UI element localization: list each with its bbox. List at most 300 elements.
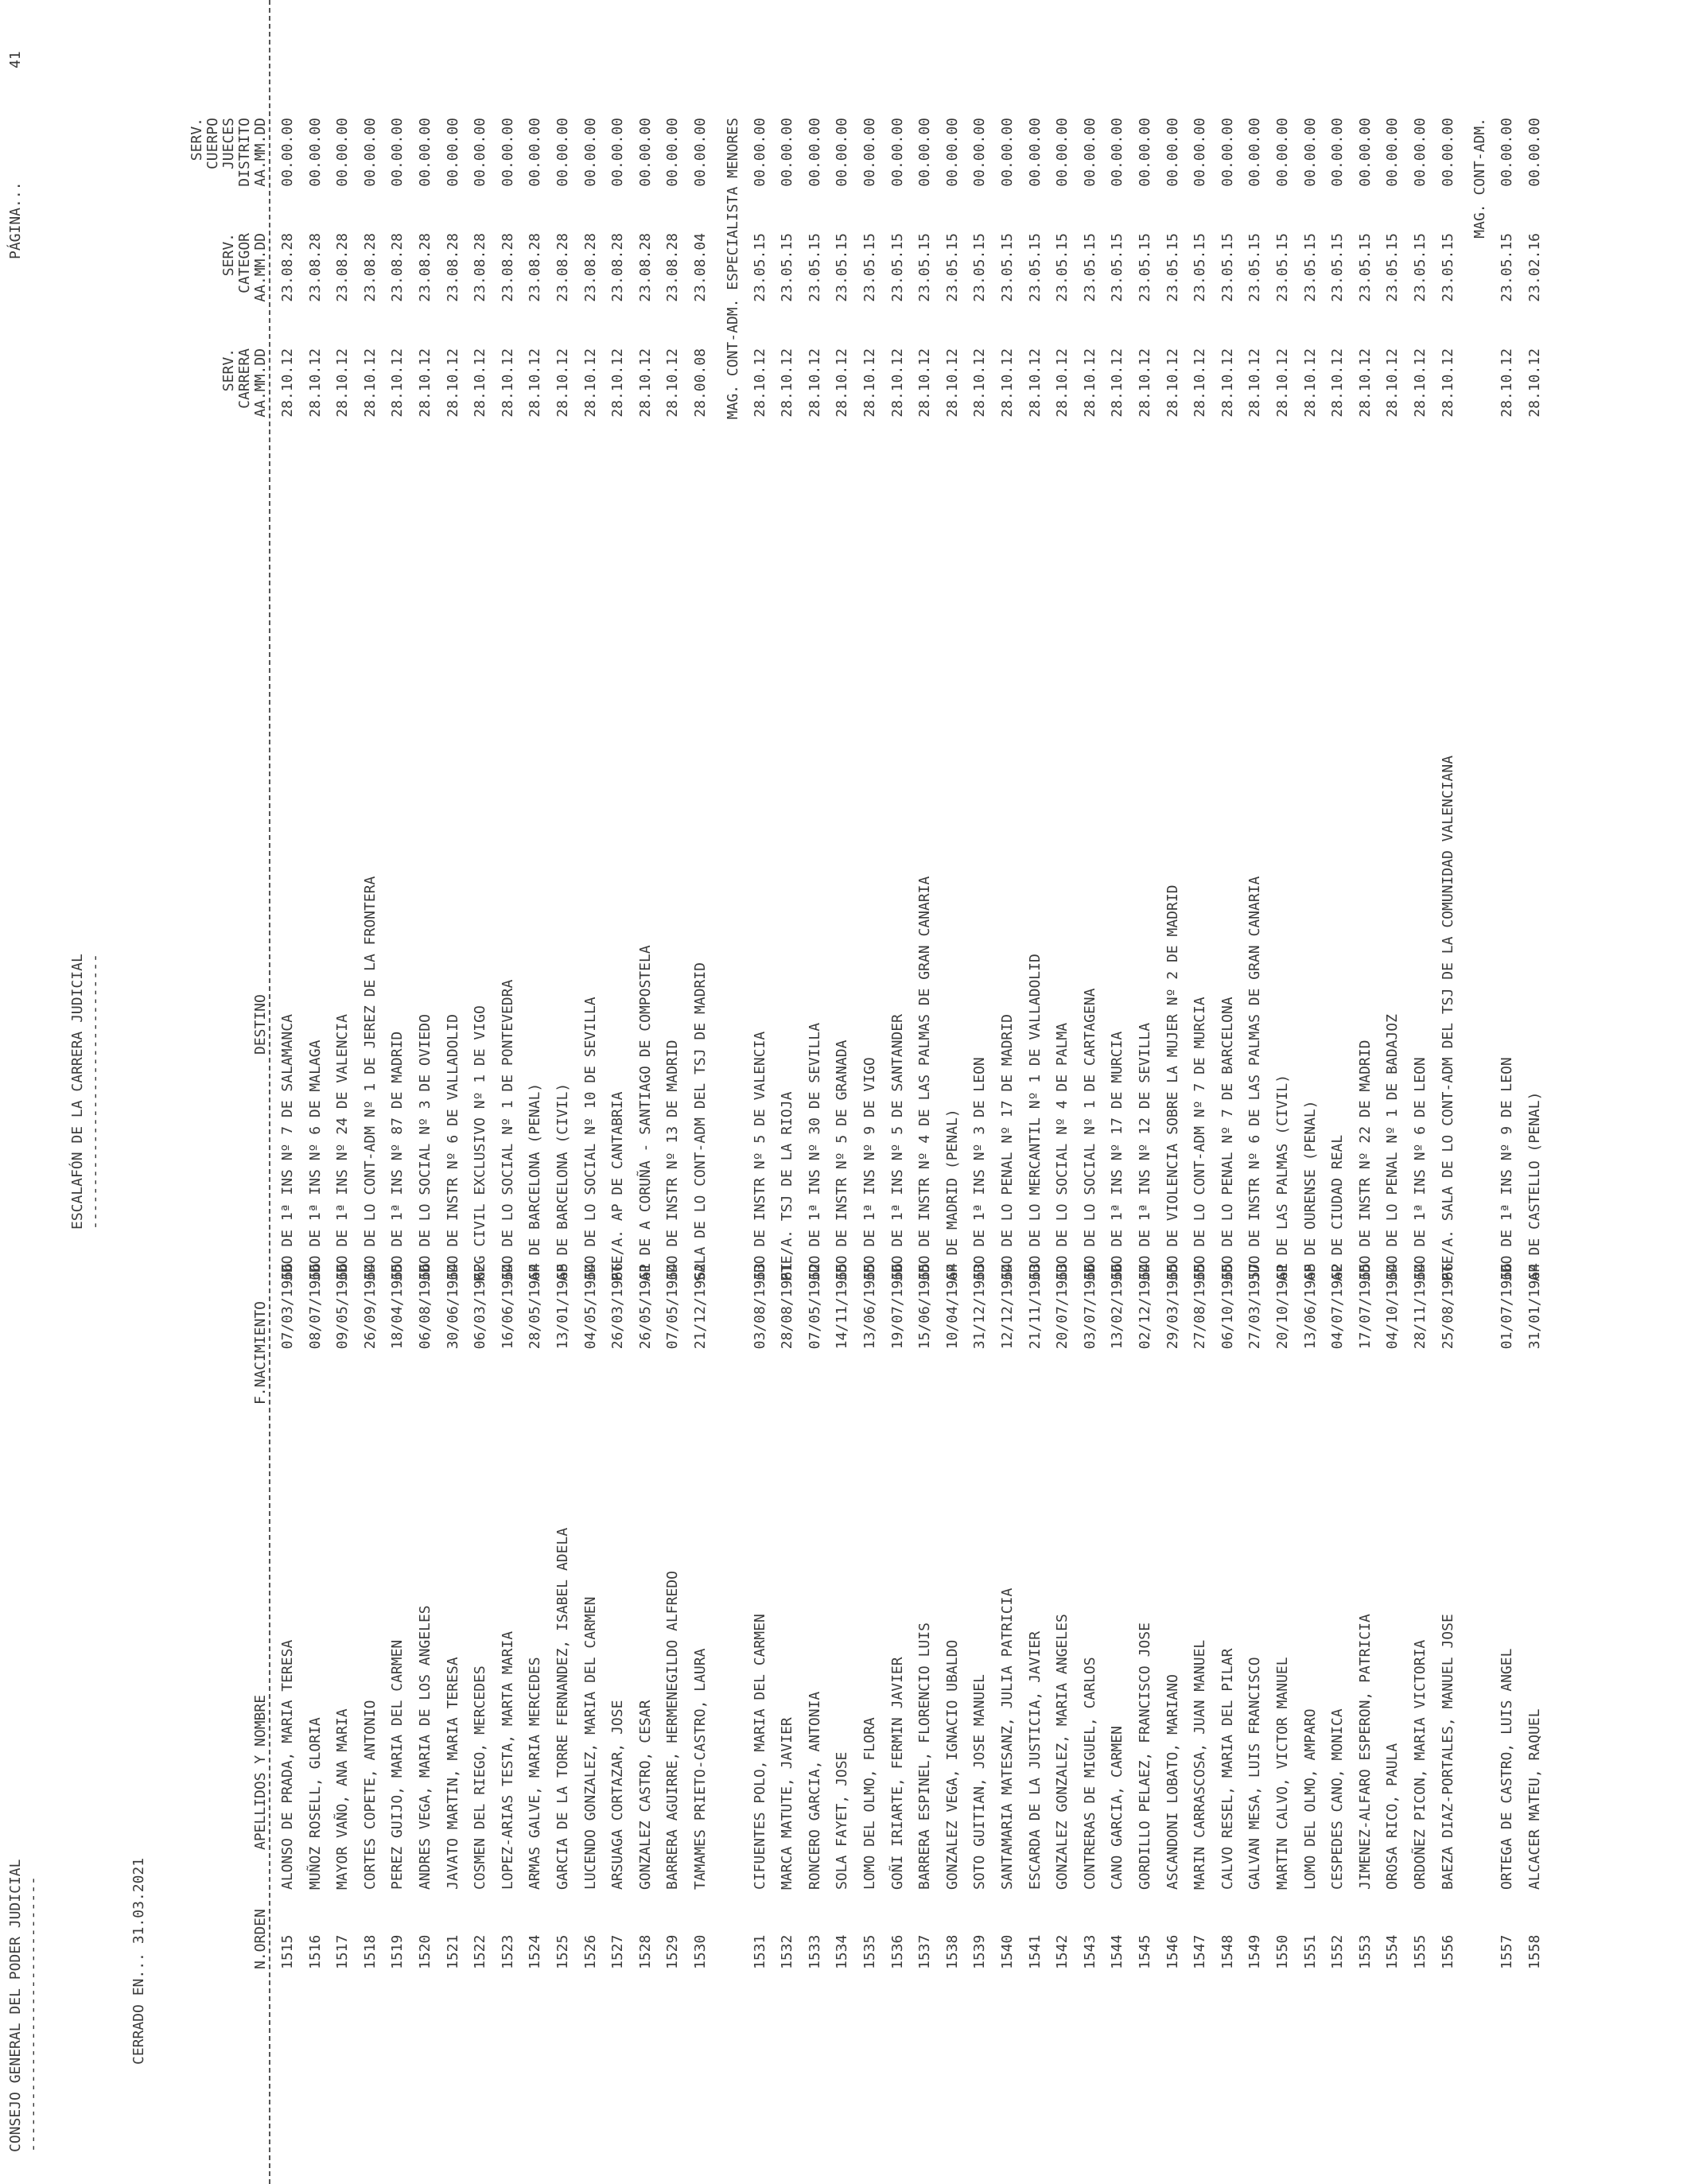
row-serv-carrera: 28.10.12 (1109, 348, 1126, 418)
row-name: ARSUAGA CORTAZAR, JOSE (609, 1700, 627, 1890)
row-orden: 1515 (279, 1934, 296, 1969)
row-birth: 02/12/1964 (1137, 1263, 1153, 1350)
row-serv-carrera: 28.10.12 (334, 348, 352, 418)
row-serv-categoria: 23.05.15 (751, 233, 768, 302)
row-serv-distrito: 00.00.00 (581, 118, 599, 187)
row-serv-categoria: 23.08.28 (609, 233, 627, 302)
row-serv-carrera: 28.10.12 (1081, 348, 1098, 418)
row-destino: JDO DE 1ª INS Nº 12 DE SEVILLA (1137, 1022, 1153, 1281)
row-serv-carrera: 28.10.12 (916, 348, 934, 418)
row-birth: 14/11/1965 (834, 1263, 851, 1350)
row-serv-categoria: 23.05.15 (943, 233, 961, 302)
row-birth: 10/04/1964 (943, 1263, 961, 1350)
row-orden: 1550 (1274, 1934, 1291, 1969)
row-birth: 26/09/1964 (361, 1263, 379, 1350)
row-orden: 1536 (888, 1934, 906, 1969)
row-serv-carrera: 28.10.12 (971, 348, 989, 418)
row-serv-distrito: 00.00.00 (527, 118, 544, 187)
row-destino: AP DE OURENSE (PENAL) (1301, 1100, 1319, 1281)
page-label: PÁGINA... (7, 181, 24, 259)
row-birth: 15/06/1965 (916, 1263, 934, 1350)
row-orden: 1549 (1246, 1934, 1264, 1969)
col-header-categoria: CATEGOR (236, 233, 253, 293)
row-serv-categoria: 23.08.28 (664, 233, 682, 302)
row-serv-distrito: 00.00.00 (999, 118, 1016, 187)
row-birth: 01/07/1966 (1499, 1263, 1516, 1350)
row-destino: JDO DE 1ª INS Nº 9 DE LEON (1499, 1057, 1516, 1281)
row-serv-carrera: 28.10.12 (417, 348, 433, 418)
row-destino: AP DE CASTELLO (PENAL) (1526, 1091, 1543, 1281)
row-name: MUÑOZ ROSELL, GLORIA (306, 1717, 324, 1890)
row-serv-categoria: 23.05.15 (888, 233, 906, 302)
row-orden: 1516 (306, 1934, 324, 1969)
row-serv-categoria: 23.05.15 (1109, 233, 1126, 302)
row-serv-categoria: 23.05.15 (916, 233, 934, 302)
row-name: MAYOR VAÑO, ANA MARIA (334, 1708, 352, 1890)
row-serv-carrera: 28.10.12 (499, 348, 516, 418)
row-birth: 07/05/1964 (664, 1263, 682, 1350)
row-birth: 13/02/1966 (1109, 1263, 1126, 1350)
row-serv-distrito: 00.00.00 (499, 118, 516, 187)
row-serv-carrera: 28.10.12 (1384, 348, 1401, 418)
row-serv-distrito: 00.00.00 (1384, 118, 1401, 187)
col-header-distrito: AA.MM.DD (252, 118, 269, 187)
row-serv-distrito: 00.00.00 (779, 118, 796, 187)
row-name: ALCACER MATEU, RAQUEL (1526, 1708, 1543, 1890)
row-serv-categoria: 23.02.16 (1526, 233, 1543, 302)
row-serv-distrito: 00.00.00 (1026, 118, 1044, 187)
row-name: RONCERO GARCIA, ANTONIA (806, 1691, 823, 1890)
row-name: GARCIA DE LA TORRE FERNANDEZ, ISABEL ADELA (554, 1527, 571, 1890)
row-serv-carrera: 28.10.12 (834, 348, 851, 418)
row-birth: 21/11/1963 (1026, 1263, 1044, 1350)
col-header-categoria: SERV. (220, 233, 237, 277)
row-orden: 1533 (806, 1934, 823, 1969)
row-name: ARMAS GALVE, MARIA MERCEDES (527, 1657, 544, 1890)
row-destino: JDO DE LO PENAL Nº 17 DE MADRID (999, 1014, 1016, 1281)
row-serv-categoria: 23.05.15 (1329, 233, 1347, 302)
row-destino: PTE/A. AP DE CANTABRIA (609, 1091, 627, 1281)
row-orden: 1541 (1026, 1934, 1044, 1969)
row-name: GALVAN MESA, LUIS FRANCISCO (1246, 1657, 1264, 1890)
col-header-carrera: AA.MM.DD (252, 348, 269, 418)
row-destino: AP DE LAS PALMAS (CIVIL) (1274, 1074, 1291, 1281)
row-serv-carrera: 28.10.12 (361, 348, 379, 418)
row-destino: JDO DE 1ª INS Nº 87 DE MADRID (389, 1031, 406, 1281)
row-destino: JDO DE 1ª INS Nº 3 DE LEON (971, 1057, 989, 1281)
row-orden: 1556 (1439, 1934, 1456, 1969)
row-orden: 1527 (609, 1934, 627, 1969)
row-serv-categoria: 23.08.28 (306, 233, 324, 302)
row-birth: 25/08/1966 (1439, 1263, 1456, 1350)
row-serv-categoria: 23.08.28 (527, 233, 544, 302)
row-orden: 1524 (527, 1934, 544, 1969)
row-name: MARTIN CALVO, VICTOR MANUEL (1274, 1657, 1291, 1890)
row-serv-categoria: 23.05.15 (1384, 233, 1401, 302)
row-destino: AP DE CIUDAD REAL (1329, 1134, 1347, 1281)
row-birth: 04/10/1964 (1384, 1263, 1401, 1350)
row-serv-carrera: 28.10.12 (1054, 348, 1071, 418)
row-destino: JDO DE 1ª INS Nº 30 DE SEVILLA (806, 1022, 823, 1281)
row-serv-carrera: 28.10.12 (751, 348, 768, 418)
col-header-carrera: SERV. (220, 348, 237, 392)
row-birth: 29/03/1965 (1164, 1263, 1181, 1350)
row-birth: 26/05/1961 (636, 1263, 654, 1350)
row-name: SOTO GUITIAN, JOSE MANUEL (971, 1674, 989, 1890)
row-name: COSMEN DEL RIEGO, MERCEDES (472, 1665, 489, 1890)
row-serv-carrera: 28.10.12 (943, 348, 961, 418)
row-orden: 1521 (444, 1934, 461, 1969)
row-serv-carrera: 28.10.12 (779, 348, 796, 418)
row-serv-distrito: 00.00.00 (444, 118, 461, 187)
row-orden: 1534 (834, 1934, 851, 1969)
row-name: LOMO DEL OLMO, AMPARO (1301, 1708, 1319, 1890)
col-header-distrito: JUECES (220, 118, 237, 170)
row-destino: JDO DE INSTR Nº 6 DE LAS PALMAS DE GRAN CANARIA (1246, 876, 1264, 1281)
row-serv-distrito: 00.00.00 (692, 118, 709, 187)
row-serv-categoria: 23.08.28 (334, 233, 352, 302)
row-birth: 31/01/1964 (1526, 1263, 1543, 1350)
row-serv-carrera: 28.10.12 (389, 348, 406, 418)
row-name: GONZALEZ VEGA, IGNACIO UBALDO (943, 1639, 961, 1890)
row-serv-distrito: 00.00.00 (888, 118, 906, 187)
row-orden: 1538 (943, 1934, 961, 1969)
row-destino: JDO DE 1ª INS Nº 17 DE MURCIA (1109, 1031, 1126, 1281)
row-destino: JDO DE INSTR Nº 6 DE VALLADOLID (444, 1014, 461, 1281)
row-destino: JDO DE LO SOCIAL Nº 4 DE PALMA (1054, 1022, 1071, 1281)
row-orden: 1543 (1081, 1934, 1098, 1969)
row-serv-carrera: 28.10.12 (1191, 348, 1209, 418)
row-serv-categoria: 23.05.15 (1246, 233, 1264, 302)
row-serv-distrito: 00.00.00 (1054, 118, 1071, 187)
row-birth: 06/10/1965 (1219, 1263, 1236, 1350)
title-underline: -------------------------------- (87, 954, 103, 1230)
org-name: CONSEJO GENERAL DEL PODER JUDICIAL (7, 1859, 24, 2152)
row-serv-distrito: 00.00.00 (971, 118, 989, 187)
col-header-birth: F.NACIMIENTO (252, 1301, 269, 1405)
row-serv-distrito: 00.00.00 (279, 118, 296, 187)
row-orden: 1537 (916, 1934, 934, 1969)
row-birth: 06/03/1962 (472, 1263, 489, 1350)
row-birth: 06/08/1966 (417, 1263, 433, 1350)
row-serv-categoria: 23.08.28 (417, 233, 433, 302)
header-divider (269, 0, 270, 2184)
row-name: ORDOÑEZ PICON, MARIA VICTORIA (1412, 1639, 1429, 1890)
row-serv-categoria: 23.08.28 (499, 233, 516, 302)
row-serv-distrito: 00.00.00 (1329, 118, 1347, 187)
row-birth: 04/07/1962 (1329, 1263, 1347, 1350)
row-birth: 08/07/1966 (306, 1263, 324, 1350)
closed-date: CERRADO EN... 31.03.2021 (130, 1857, 147, 2065)
row-orden: 1519 (389, 1934, 406, 1969)
row-name: MARCA MATUTE, JAVIER (779, 1717, 796, 1890)
row-serv-carrera: 28.10.12 (1499, 348, 1516, 418)
row-destino: JDO DE INSTR Nº 13 DE MADRID (664, 1040, 682, 1281)
row-serv-distrito: 00.00.00 (1412, 118, 1429, 187)
row-serv-distrito: 00.00.00 (1499, 118, 1516, 187)
row-destino: JDO DE INSTR Nº 5 DE VALENCIA (751, 1031, 768, 1281)
row-serv-distrito: 00.00.00 (1109, 118, 1126, 187)
row-birth: 13/06/1965 (861, 1263, 878, 1350)
row-name: LUCENDO GONZALEZ, MARIA DEL CARMEN (581, 1596, 599, 1890)
row-name: JIMENEZ-ALFARO ESPERON, PATRICIA (1356, 1614, 1374, 1890)
row-name: LOPEZ-ARIAS TESTA, MARTA MARIA (499, 1630, 516, 1890)
row-orden: 1531 (751, 1934, 768, 1969)
row-orden: 1518 (361, 1934, 379, 1969)
row-serv-carrera: 28.10.12 (472, 348, 489, 418)
row-birth: 13/06/1965 (1301, 1263, 1319, 1350)
row-orden: 1558 (1526, 1934, 1543, 1969)
row-serv-distrito: 00.00.00 (1219, 118, 1236, 187)
row-serv-distrito: 00.00.00 (943, 118, 961, 187)
row-name: CIFUENTES POLO, MARIA DEL CARMEN (751, 1614, 768, 1890)
row-destino: JDO DE 1ª INS Nº 6 DE MALAGA (306, 1040, 324, 1281)
row-serv-carrera: 28.10.12 (581, 348, 599, 418)
row-destino: JDO DE LO SOCIAL Nº 1 DE PONTEVEDRA (499, 979, 516, 1281)
row-serv-categoria: 23.05.15 (1137, 233, 1153, 302)
row-birth: 09/05/1966 (334, 1263, 352, 1350)
row-orden: 1551 (1301, 1934, 1319, 1969)
row-serv-distrito: 00.00.00 (1191, 118, 1209, 187)
row-orden: 1557 (1499, 1934, 1516, 1969)
row-destino: AP DE BARCELONA (PENAL) (527, 1082, 544, 1281)
row-serv-carrera: 28.10.12 (1219, 348, 1236, 418)
row-serv-distrito: 00.00.00 (1356, 118, 1374, 187)
row-serv-distrito: 00.00.00 (751, 118, 768, 187)
row-destino: REG CIVIL EXCLUSIVO Nº 1 DE VIGO (472, 1005, 489, 1281)
row-orden: 1530 (692, 1934, 709, 1969)
row-name: OROSA RICO, PAULA (1384, 1743, 1401, 1890)
row-serv-carrera: 28.10.12 (999, 348, 1016, 418)
row-name: CONTRERAS DE MIGUEL, CARLOS (1081, 1657, 1098, 1890)
row-name: ORTEGA DE CASTRO, LUIS ANGEL (1499, 1648, 1516, 1890)
row-serv-carrera: 28.10.12 (861, 348, 878, 418)
row-serv-categoria: 23.08.28 (389, 233, 406, 302)
row-destino: AP DE MADRID (PENAL) (943, 1109, 961, 1281)
row-serv-categoria: 23.08.04 (692, 233, 709, 302)
row-serv-distrito: 00.00.00 (1274, 118, 1291, 187)
row-serv-categoria: 23.05.15 (1081, 233, 1098, 302)
row-destino: JDO DE LO SOCIAL Nº 1 DE CARTAGENA (1081, 988, 1098, 1281)
row-serv-carrera: 28.10.12 (1164, 348, 1181, 418)
row-birth: 03/08/1963 (751, 1263, 768, 1350)
row-serv-distrito: 00.00.00 (1246, 118, 1264, 187)
row-destino: JDO DE 1ª INS Nº 6 DE LEON (1412, 1057, 1429, 1281)
row-serv-distrito: 00.00.00 (472, 118, 489, 187)
row-destino: AP DE BARCELONA (CIVIL) (554, 1082, 571, 1281)
row-orden: 1547 (1191, 1934, 1209, 1969)
row-birth: 07/05/1962 (806, 1263, 823, 1350)
row-name: GONZALEZ GONZALEZ, MARIA ANGELES (1054, 1614, 1071, 1890)
row-serv-distrito: 00.00.00 (1439, 118, 1456, 187)
row-name: ASCANDONI LOBATO, MARIANO (1164, 1674, 1181, 1890)
col-header-distrito: SERV. (189, 118, 205, 161)
row-destino: JDO DE LO MERCANTIL Nº 1 DE VALLADOLID (1026, 954, 1044, 1281)
row-serv-distrito: 00.00.00 (609, 118, 627, 187)
row-serv-carrera: 28.10.12 (1439, 348, 1456, 418)
row-orden: 1552 (1329, 1934, 1347, 1969)
row-serv-distrito: 00.00.00 (636, 118, 654, 187)
row-destino: JDO DE INSTR Nº 4 DE LAS PALMAS DE GRAN CANARIA (916, 876, 934, 1281)
row-serv-distrito: 00.00.00 (389, 118, 406, 187)
row-serv-categoria: 23.05.15 (1274, 233, 1291, 302)
row-serv-carrera: 28.10.12 (554, 348, 571, 418)
row-birth: 21/12/1962 (692, 1263, 709, 1350)
row-orden: 1526 (581, 1934, 599, 1969)
row-name: GOÑI IRIARTE, FERMIN JAVIER (888, 1657, 906, 1890)
row-serv-categoria: 23.05.15 (1191, 233, 1209, 302)
row-birth: 04/05/1964 (581, 1263, 599, 1350)
row-serv-carrera: 28.00.08 (692, 348, 709, 418)
row-name: CALVO RESEL, MARIA DEL PILAR (1219, 1648, 1236, 1890)
row-serv-distrito: 00.00.00 (806, 118, 823, 187)
col-header-destino: DESTINO (252, 994, 269, 1055)
row-birth: 17/07/1965 (1356, 1263, 1374, 1350)
row-name: BARRERA AGUIRRE, HERMENEGILDO ALFREDO (664, 1571, 682, 1890)
row-serv-carrera: 28.10.12 (664, 348, 682, 418)
row-destino: JDO DE INSTR Nº 5 DE GRANADA (834, 1040, 851, 1281)
row-serv-distrito: 00.00.00 (834, 118, 851, 187)
row-serv-carrera: 28.10.12 (1526, 348, 1543, 418)
row-orden: 1520 (417, 1934, 433, 1969)
row-name: ESCARDA DE LA JUSTICIA, JAVIER (1026, 1630, 1044, 1890)
row-name: BAEZA DIAZ-PORTALES, MANUEL JOSE (1439, 1614, 1456, 1890)
row-name: CANO GARCIA, CARMEN (1109, 1726, 1126, 1890)
row-serv-categoria: 23.08.28 (554, 233, 571, 302)
row-orden: 1548 (1219, 1934, 1236, 1969)
row-destino: JDO DE 1ª INS Nº 5 DE SANTANDER (888, 1014, 906, 1281)
row-serv-distrito: 00.00.00 (361, 118, 379, 187)
col-header-name: APELLIDOS Y NOMBRE (252, 1694, 269, 1850)
row-serv-categoria: 23.05.15 (1439, 233, 1456, 302)
row-serv-categoria: 23.08.28 (361, 233, 379, 302)
row-orden: 1528 (636, 1934, 654, 1969)
row-serv-categoria: 23.08.28 (279, 233, 296, 302)
row-serv-categoria: 23.05.15 (861, 233, 878, 302)
page-number: 41 (7, 51, 24, 68)
row-serv-carrera: 28.10.12 (1356, 348, 1374, 418)
row-serv-categoria: 23.08.28 (444, 233, 461, 302)
row-orden: 1540 (999, 1934, 1016, 1969)
row-serv-distrito: 00.00.00 (1137, 118, 1153, 187)
group-label: MAG. CONT-ADM. ESPECIALISTA MENORES (724, 118, 741, 420)
row-serv-categoria: 23.05.15 (971, 233, 989, 302)
row-destino: JDO DE LO CONT-ADM Nº 1 DE JEREZ DE LA FRONTERA (361, 876, 379, 1281)
row-name: CESPEDES CANO, MONICA (1329, 1708, 1347, 1890)
row-serv-categoria: 23.05.15 (1356, 233, 1374, 302)
row-birth: 16/06/1964 (499, 1263, 516, 1350)
row-serv-distrito: 00.00.00 (554, 118, 571, 187)
row-name: ANDRES VEGA, MARIA DE LOS ANGELES (417, 1605, 433, 1890)
row-destino: AP DE A CORUÑA - SANTIAGO DE COMPOSTELA (636, 945, 654, 1281)
row-orden: 1546 (1164, 1934, 1181, 1969)
row-name: ALONSO DE PRADA, MARIA TERESA (279, 1639, 296, 1890)
row-serv-distrito: 00.00.00 (664, 118, 682, 187)
row-birth: 20/10/1961 (1274, 1263, 1291, 1350)
row-serv-carrera: 28.10.12 (636, 348, 654, 418)
row-serv-categoria: 23.05.15 (1499, 233, 1516, 302)
row-name: LOMO DEL OLMO, FLORA (861, 1717, 878, 1890)
row-birth: 20/07/1963 (1054, 1263, 1071, 1350)
col-header-categoria: AA.MM.DD (252, 233, 269, 302)
row-serv-categoria: 23.08.28 (472, 233, 489, 302)
row-serv-distrito: 00.00.00 (334, 118, 352, 187)
row-name: GORDILLO PELAEZ, FRANCISCO JOSE (1137, 1622, 1153, 1890)
org-underline: -------------------------------- (25, 1876, 41, 2152)
row-serv-categoria: 23.05.15 (1026, 233, 1044, 302)
row-birth: 27/08/1965 (1191, 1263, 1209, 1350)
row-orden: 1554 (1384, 1934, 1401, 1969)
row-birth: 26/03/1966 (609, 1263, 627, 1350)
row-orden: 1525 (554, 1934, 571, 1969)
row-destino: PTE/A. TSJ DE LA RIOJA (779, 1091, 796, 1281)
col-header-distrito: CUERPO (204, 118, 221, 170)
row-destino: JDO DE LO PENAL Nº 1 DE BADAJOZ (1384, 1014, 1401, 1281)
row-serv-categoria: 23.05.15 (1054, 233, 1071, 302)
row-name: JAVATO MARTIN, MARIA TERESA (444, 1657, 461, 1890)
row-serv-categoria: 23.05.15 (806, 233, 823, 302)
row-orden: 1555 (1412, 1934, 1429, 1969)
row-serv-distrito: 00.00.00 (1301, 118, 1319, 187)
row-orden: 1542 (1054, 1934, 1071, 1969)
row-name: MARIN CARRASCOSA, JUAN MANUEL (1191, 1639, 1209, 1890)
row-name: CORTES COPETE, ANTONIO (361, 1700, 379, 1890)
row-birth: 12/12/1964 (999, 1263, 1016, 1350)
row-serv-carrera: 28.10.12 (444, 348, 461, 418)
row-serv-carrera: 28.10.12 (1329, 348, 1347, 418)
row-destino: SALA DE LO CONT-ADM DEL TSJ DE MADRID (692, 962, 709, 1281)
row-destino: JDO DE LO PENAL Nº 7 DE BARCELONA (1219, 997, 1236, 1281)
row-orden: 1544 (1109, 1934, 1126, 1969)
row-birth: 28/05/1964 (527, 1263, 544, 1350)
row-serv-distrito: 00.00.00 (1081, 118, 1098, 187)
row-serv-categoria: 23.08.28 (581, 233, 599, 302)
row-serv-distrito: 00.00.00 (1164, 118, 1181, 187)
row-serv-carrera: 28.10.12 (609, 348, 627, 418)
row-orden: 1522 (472, 1934, 489, 1969)
row-serv-categoria: 23.05.15 (834, 233, 851, 302)
row-birth: 27/03/1957 (1246, 1263, 1264, 1350)
row-orden: 1523 (499, 1934, 516, 1969)
row-orden: 1535 (861, 1934, 878, 1969)
row-serv-distrito: 00.00.00 (417, 118, 433, 187)
row-birth: 30/06/1964 (444, 1263, 461, 1350)
row-birth: 28/08/1961 (779, 1263, 796, 1350)
row-birth: 13/01/1965 (554, 1263, 571, 1350)
row-serv-categoria: 23.05.15 (1412, 233, 1429, 302)
row-destino: JDO DE LO SOCIAL Nº 10 DE SEVILLA (581, 997, 599, 1281)
row-birth: 07/03/1966 (279, 1263, 296, 1350)
row-orden: 1517 (334, 1934, 352, 1969)
row-serv-distrito: 00.00.00 (916, 118, 934, 187)
row-orden: 1539 (971, 1934, 989, 1969)
col-header-carrera: CARRERA (236, 348, 253, 409)
row-destino: JDO DE LO CONT-ADM Nº 7 DE MURCIA (1191, 997, 1209, 1281)
row-name: BARRERA ESPINEL, FLORENCIO LUIS (916, 1622, 934, 1890)
row-birth: 19/07/1966 (888, 1263, 906, 1350)
row-destino: JDO DE VIOLENCIA SOBRE LA MUJER Nº 2 DE MADRID (1164, 884, 1181, 1281)
row-destino: JDO DE INSTR Nº 22 DE MADRID (1356, 1040, 1374, 1281)
row-serv-categoria: 23.05.15 (1219, 233, 1236, 302)
row-serv-categoria: 23.05.15 (1164, 233, 1181, 302)
col-header-orden: N.ORDEN (252, 1909, 269, 1969)
row-serv-distrito: 00.00.00 (306, 118, 324, 187)
row-serv-carrera: 28.10.12 (527, 348, 544, 418)
row-birth: 18/04/1965 (389, 1263, 406, 1350)
row-serv-carrera: 28.10.12 (306, 348, 324, 418)
row-name: SOLA FAYET, JOSE (834, 1751, 851, 1890)
row-orden: 1553 (1356, 1934, 1374, 1969)
